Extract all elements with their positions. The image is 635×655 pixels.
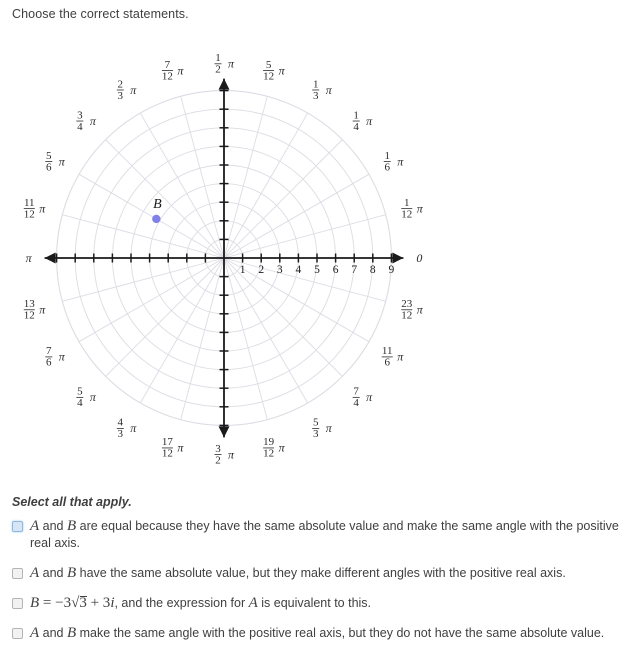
option-label-3: B = −3√3 + 3i, and the expression for A is equivalent to this. (30, 595, 372, 611)
svg-text:2: 2 (215, 454, 221, 467)
svg-text:1: 1 (403, 196, 410, 209)
answer-option-2[interactable] (12, 565, 627, 582)
svg-text:π: π (278, 440, 285, 455)
svg-text:4: 4 (77, 120, 83, 133)
svg-text:π: π (325, 82, 332, 97)
svg-text:π: π (325, 421, 332, 436)
svg-text:12: 12 (401, 208, 413, 221)
svg-text:π: π (177, 63, 184, 78)
svg-text:4: 4 (295, 264, 302, 276)
answer-options-list (12, 518, 627, 655)
svg-text:12: 12 (401, 309, 413, 322)
svg-text:3: 3 (312, 428, 319, 441)
svg-text:1: 1 (353, 109, 359, 122)
svg-text:3: 3 (117, 89, 124, 102)
svg-text:3: 3 (77, 109, 83, 122)
svg-text:π: π (130, 421, 137, 436)
svg-text:5: 5 (314, 264, 320, 276)
svg-text:π: π (25, 251, 32, 265)
svg-text:13: 13 (23, 298, 35, 311)
svg-text:11: 11 (381, 345, 393, 358)
option-label-2: A and B have the same absolute value, but they make different angles with the positive real axis. (30, 565, 566, 581)
svg-text:19: 19 (263, 436, 275, 449)
svg-text:π: π (58, 349, 65, 364)
svg-text:5: 5 (265, 58, 272, 71)
svg-text:12: 12 (23, 208, 35, 221)
svg-text:π: π (177, 440, 184, 455)
page-title: Choose the correct statements. (12, 7, 189, 21)
checkbox-option-1[interactable] (12, 521, 23, 532)
svg-text:11: 11 (23, 196, 35, 209)
svg-text:3: 3 (117, 428, 124, 441)
svg-text:8: 8 (369, 264, 376, 276)
answer-option-3[interactable] (12, 595, 627, 612)
svg-text:3: 3 (276, 264, 283, 276)
svg-text:3: 3 (215, 442, 221, 455)
svg-text:7: 7 (164, 58, 171, 71)
svg-text:B: B (153, 196, 162, 212)
svg-text:6: 6 (384, 356, 390, 369)
svg-text:3: 3 (312, 89, 319, 102)
option-label-1: A and B are equal because they have the same absolute value and make the same angle with the positive real axis. (30, 518, 619, 550)
svg-text:1: 1 (312, 78, 319, 91)
svg-text:6: 6 (46, 161, 52, 174)
svg-text:1: 1 (384, 149, 390, 162)
svg-text:4: 4 (353, 120, 359, 133)
svg-text:π: π (366, 390, 373, 405)
svg-text:π: π (39, 201, 46, 216)
svg-text:1: 1 (239, 264, 246, 276)
svg-text:1: 1 (215, 52, 221, 65)
svg-text:π: π (397, 154, 404, 169)
svg-text:12: 12 (23, 309, 35, 322)
svg-text:7: 7 (351, 264, 358, 276)
checkbox-option-2[interactable] (12, 568, 23, 579)
answer-option-1[interactable] (12, 518, 627, 552)
svg-text:π: π (416, 302, 423, 317)
svg-text:23: 23 (401, 298, 413, 311)
svg-text:π: π (39, 302, 46, 317)
svg-text:π: π (227, 56, 235, 71)
answer-option-4[interactable] (12, 625, 627, 642)
svg-text:π: π (89, 113, 96, 128)
svg-text:7: 7 (353, 385, 359, 398)
svg-text:π: π (58, 154, 65, 169)
svg-text:π: π (397, 349, 404, 364)
option-label-4: A and B make the same angle with the positive real axis, but they do not have the same absolute value. (30, 625, 605, 641)
svg-text:17: 17 (161, 436, 173, 449)
svg-text:12: 12 (263, 70, 275, 83)
svg-text:2: 2 (215, 63, 221, 76)
svg-text:5: 5 (77, 385, 83, 398)
svg-text:π: π (366, 113, 373, 128)
svg-text:π: π (130, 82, 137, 97)
svg-text:π: π (416, 201, 423, 216)
checkbox-option-4[interactable] (12, 628, 23, 639)
svg-text:5: 5 (46, 149, 52, 162)
svg-text:12: 12 (161, 70, 173, 83)
svg-text:9: 9 (388, 264, 395, 276)
svg-text:0: 0 (416, 251, 423, 265)
checkbox-option-3[interactable] (12, 598, 23, 609)
svg-text:6: 6 (46, 356, 52, 369)
svg-text:6: 6 (384, 161, 390, 174)
svg-text:6: 6 (332, 264, 339, 276)
svg-text:π: π (278, 63, 285, 78)
svg-text:π: π (227, 447, 235, 462)
svg-text:2: 2 (258, 264, 265, 276)
svg-text:4: 4 (353, 397, 359, 410)
svg-text:4: 4 (77, 397, 83, 410)
svg-text:12: 12 (263, 447, 275, 460)
svg-text:π: π (89, 390, 96, 405)
polar-plot (0, 28, 460, 478)
svg-text:4: 4 (117, 416, 124, 429)
svg-text:2: 2 (117, 78, 124, 91)
svg-text:5: 5 (312, 416, 319, 429)
svg-text:7: 7 (46, 345, 52, 358)
polar-axes (45, 79, 404, 441)
select-all-instruction: Select all that apply. (12, 495, 132, 509)
svg-text:12: 12 (161, 447, 173, 460)
